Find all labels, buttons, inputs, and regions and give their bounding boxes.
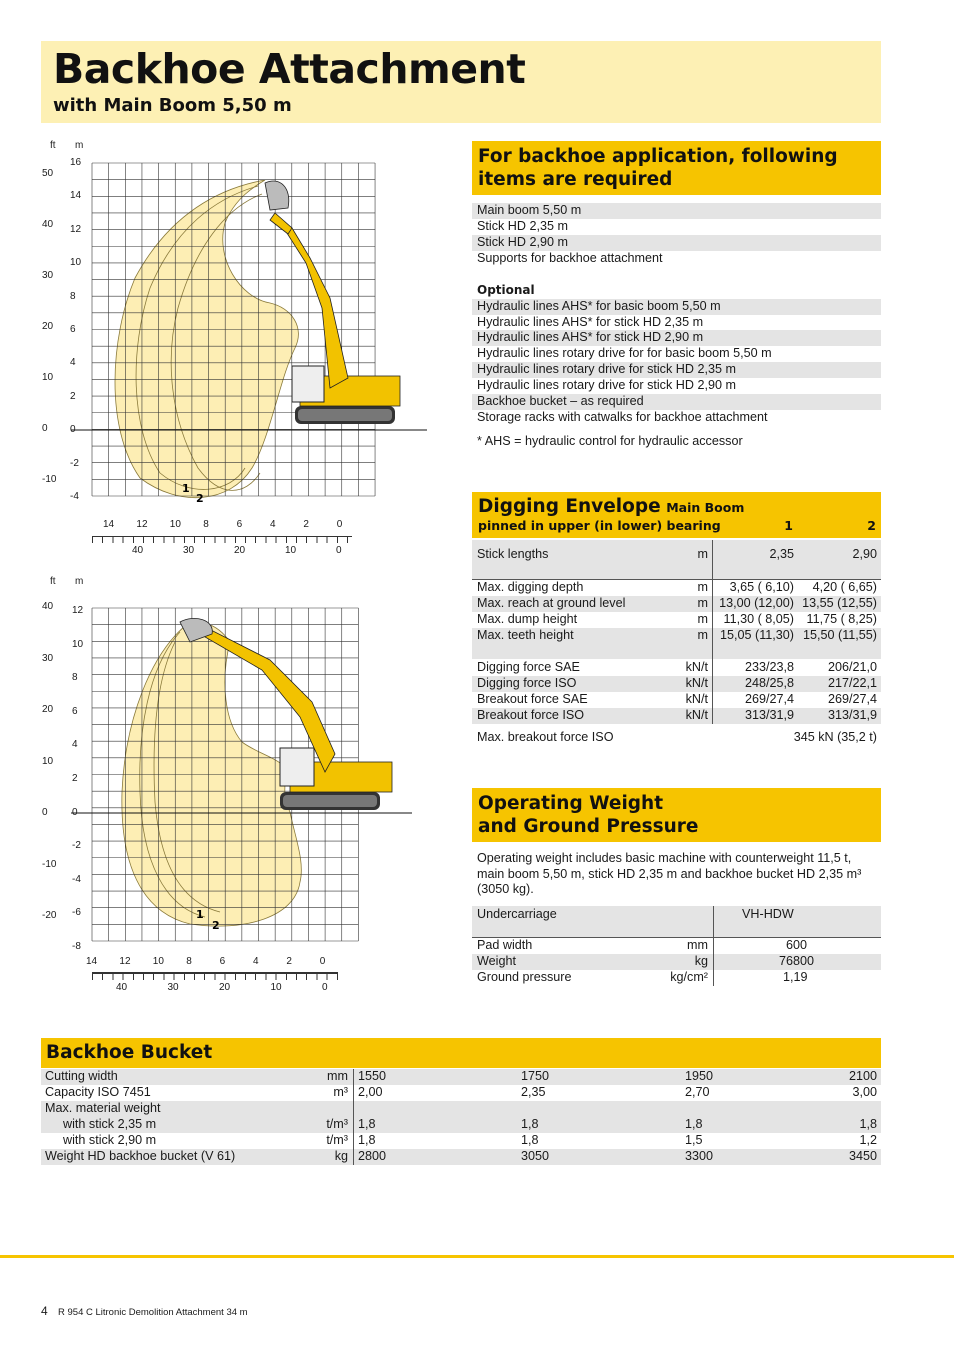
table-row: Max. breakout force ISO 345 kN (35,2 t) bbox=[472, 730, 881, 746]
curve-1-label-2: 1 bbox=[196, 908, 204, 921]
axis-tick-label: 6 bbox=[70, 324, 76, 335]
table-row: Cutting width mm 1550 1750 1950 2100 bbox=[41, 1069, 881, 1085]
envelope-diagram-top bbox=[30, 138, 440, 558]
table-row: Max. material weight bbox=[41, 1101, 881, 1117]
axis-unit-ft-2: ft bbox=[50, 576, 56, 587]
digging-table bbox=[472, 540, 881, 750]
list-item: Supports for backhoe attachment bbox=[472, 251, 881, 267]
axis-tick-label: 12 bbox=[70, 223, 82, 235]
envelope-diagram-bottom bbox=[30, 572, 440, 996]
optional-label: Optional bbox=[472, 283, 881, 299]
axis-tick-label: 8 bbox=[72, 672, 78, 684]
excavator-illustration bbox=[265, 181, 400, 424]
optional-list bbox=[472, 283, 881, 427]
axis-tick-label: 30 bbox=[42, 652, 54, 664]
digging-heading-small: Main Boom bbox=[666, 500, 745, 515]
axis-tick-label: 20 bbox=[42, 321, 54, 332]
axis-tick-label: 4 bbox=[72, 739, 78, 751]
axis-tick-label: -6 bbox=[72, 907, 81, 919]
axis-tick-label: 40 bbox=[42, 219, 54, 230]
axis-tick-label: 0 bbox=[42, 423, 48, 434]
axis-tick-label: 12 bbox=[72, 605, 84, 616]
axis-ruler bbox=[92, 973, 338, 980]
axis-tick-label: 4 bbox=[253, 956, 259, 967]
axis-tick-label: 16 bbox=[70, 157, 82, 168]
curve-1-label: 1 bbox=[182, 482, 190, 495]
axis-tick-label: 6 bbox=[219, 956, 226, 967]
table-row: Breakout force SAE kN/t 269/27,4 269/27,4 bbox=[472, 692, 881, 708]
axis-tick-label: 10 bbox=[152, 956, 164, 967]
axis-tick-label: 10 bbox=[42, 372, 54, 383]
bucket-heading: Backhoe Bucket bbox=[46, 1042, 213, 1063]
axis-tick-label: 12 bbox=[119, 956, 131, 967]
ahs-note: * AHS = hydraulic control for hydraulic accessor bbox=[477, 434, 743, 448]
required-heading-box bbox=[472, 141, 881, 195]
bucket-heading-box bbox=[41, 1038, 881, 1068]
axis-tick-label: 0 bbox=[336, 519, 343, 530]
axis-tick-label: 30 bbox=[183, 545, 195, 556]
digging-col1: 1 bbox=[784, 518, 793, 533]
axis-tick-label: 0 bbox=[319, 956, 326, 967]
list-item: Hydraulic lines rotary drive for stick HD 2,35 m bbox=[472, 362, 881, 378]
axis-tick-label: 10 bbox=[42, 755, 54, 767]
axis-ruler bbox=[92, 536, 352, 543]
page-subtitle: with Main Boom 5,50 m bbox=[53, 95, 292, 116]
axis-tick-label: 8 bbox=[186, 956, 192, 967]
footer-rule bbox=[0, 1255, 954, 1258]
list-item: Hydraulic lines rotary drive for stick HD 2,90 m bbox=[472, 378, 881, 394]
axis-tick-label: 10 bbox=[70, 257, 82, 269]
list-item: Hydraulic lines AHS* for stick HD 2,90 m bbox=[472, 330, 881, 346]
table-row: Ground pressure kg/cm² 1,19 bbox=[472, 970, 881, 986]
table-row: Pad width mm 600 bbox=[472, 938, 881, 954]
axis-tick-label: 30 bbox=[167, 982, 179, 993]
axis-tick-label: 14 bbox=[103, 519, 115, 530]
table-row: Undercarriage VH-HDW bbox=[472, 906, 881, 937]
axis-tick-label: 0 bbox=[322, 982, 328, 993]
axis-tick-label: 40 bbox=[42, 601, 54, 612]
table-row: Weight kg 76800 bbox=[472, 954, 881, 970]
axis-tick-label: 0 bbox=[336, 545, 342, 556]
axis-tick-label: 2 bbox=[303, 519, 309, 530]
axis-tick-label: -4 bbox=[72, 873, 81, 885]
axis-tick-label: 14 bbox=[86, 956, 98, 967]
table-row: Max. digging depth m 3,65 ( 6,10) 4,20 ( 6,65) bbox=[472, 580, 881, 596]
table-row: Digging force ISO kN/t 248/25,8 217/22,1 bbox=[472, 676, 881, 692]
list-item: Stick HD 2,35 m bbox=[472, 219, 881, 235]
table-row: Weight HD backhoe bucket (V 61) kg 2800 3050 3300 3450 bbox=[41, 1149, 881, 1165]
axis-tick-label: 6 bbox=[72, 705, 78, 717]
list-item: Stick HD 2,90 m bbox=[472, 235, 881, 251]
axis-tick-label: 20 bbox=[234, 545, 246, 556]
axis-tick-label: 2 bbox=[70, 390, 76, 402]
axis-tick-label: 8 bbox=[203, 519, 209, 530]
axis-tick-label: 10 bbox=[285, 545, 297, 556]
list-item: Storage racks with catwalks for backhoe attachment bbox=[472, 410, 881, 426]
digging-sub: pinned in upper (in lower) bearing bbox=[478, 518, 721, 533]
table-row: Max. teeth height m 15,05 (11,30) 15,50 (11,55) bbox=[472, 628, 881, 644]
axis-tick-label: -10 bbox=[42, 858, 57, 870]
axis-unit-m: m bbox=[75, 140, 84, 151]
table-row: with stick 2,35 m t/m³ 1,8 1,8 1,8 1,8 bbox=[41, 1117, 881, 1133]
axis-tick-label: -20 bbox=[42, 910, 57, 921]
axis-tick-label: 40 bbox=[116, 982, 128, 993]
axis-tick-label: 10 bbox=[72, 638, 84, 650]
axis-tick-label: 0 bbox=[70, 424, 76, 436]
table-row: Max. dump height m 11,30 ( 8,05) 11,75 ( 8,25) bbox=[472, 612, 881, 628]
table-row: Breakout force ISO kN/t 313/31,9 313/31,9 bbox=[472, 708, 881, 724]
digging-heading-box bbox=[472, 492, 881, 538]
axis-tick-label: 4 bbox=[70, 357, 76, 369]
operating-heading-line2: and Ground Pressure bbox=[478, 816, 699, 837]
required-list bbox=[472, 203, 881, 267]
page-title: Backhoe Attachment bbox=[53, 45, 526, 93]
axis-tick-label: 50 bbox=[42, 168, 54, 179]
axis-tick-label: -4 bbox=[70, 491, 79, 502]
axis-tick-label: 40 bbox=[132, 545, 144, 556]
axis-tick-label: 30 bbox=[42, 270, 54, 281]
table-row: with stick 2,90 m t/m³ 1,8 1,8 1,5 1,2 bbox=[41, 1133, 881, 1149]
axis-tick-label: 6 bbox=[236, 519, 243, 530]
axis-tick-label: 8 bbox=[70, 290, 76, 302]
operating-heading-line1: Operating Weight bbox=[478, 793, 664, 814]
axis-tick-label: 14 bbox=[70, 190, 82, 202]
axis-tick-label: 10 bbox=[169, 519, 181, 530]
curve-2-label-2: 2 bbox=[212, 919, 220, 932]
axis-unit-ft: ft bbox=[50, 140, 56, 151]
axis-tick-label: 10 bbox=[270, 982, 282, 993]
digging-heading: Digging Envelope bbox=[478, 496, 661, 517]
list-item: Backhoe bucket – as required bbox=[472, 394, 881, 410]
axis-tick-label: 4 bbox=[270, 519, 276, 530]
axis-tick-label: -2 bbox=[72, 840, 81, 852]
table-row: Max. reach at ground level m 13,00 (12,00) 13,55 (12,55) bbox=[472, 596, 881, 612]
axis-unit-m-2: m bbox=[75, 576, 84, 587]
table-row: Stick lengths m 2,35 2,90 bbox=[472, 540, 881, 579]
envelope-area bbox=[115, 180, 298, 498]
footer-text: R 954 C Litronic Demolition Attachment 34 m bbox=[58, 1307, 248, 1318]
axis-tick-label: 0 bbox=[42, 807, 48, 818]
bucket-table bbox=[41, 1069, 881, 1165]
list-item: Hydraulic lines AHS* for basic boom 5,50 m bbox=[472, 299, 881, 315]
list-item: Main boom 5,50 m bbox=[472, 203, 881, 219]
axis-tick-label: 20 bbox=[219, 982, 231, 993]
title-box bbox=[41, 41, 881, 123]
operating-table bbox=[472, 906, 881, 986]
axis-tick-label: -2 bbox=[70, 457, 79, 469]
digging-col2: 2 bbox=[867, 518, 876, 533]
axis-tick-label: 12 bbox=[136, 519, 148, 530]
operating-description: Operating weight includes basic machine with counterweight 11,5 t, main boom 5,50 m, stick HD 2,35 m and backhoe bucket HD 2,35 m³ (3050 kg). bbox=[477, 851, 862, 897]
list-item: Hydraulic lines AHS* for stick HD 2,35 m bbox=[472, 315, 881, 331]
list-item: Hydraulic lines rotary drive for for basic boom 5,50 m bbox=[472, 346, 881, 362]
axis-tick-label: 2 bbox=[286, 956, 292, 967]
axis-tick-label: -8 bbox=[72, 941, 81, 952]
required-heading: For backhoe application, following items are required bbox=[478, 146, 838, 190]
table-row: Digging force SAE kN/t 233/23,8 206/21,0 bbox=[472, 660, 881, 676]
table-row: Capacity ISO 7451 m³ 2,00 2,35 2,70 3,00 bbox=[41, 1085, 881, 1101]
page-number: 4 bbox=[41, 1304, 48, 1318]
axis-tick-label: -10 bbox=[42, 474, 57, 485]
curve-2-label: 2 bbox=[196, 492, 204, 505]
axis-tick-label: 20 bbox=[42, 704, 54, 715]
axis-tick-label: 2 bbox=[72, 773, 78, 784]
axis-tick-label: 0 bbox=[72, 806, 78, 818]
operating-heading-box bbox=[472, 788, 881, 842]
